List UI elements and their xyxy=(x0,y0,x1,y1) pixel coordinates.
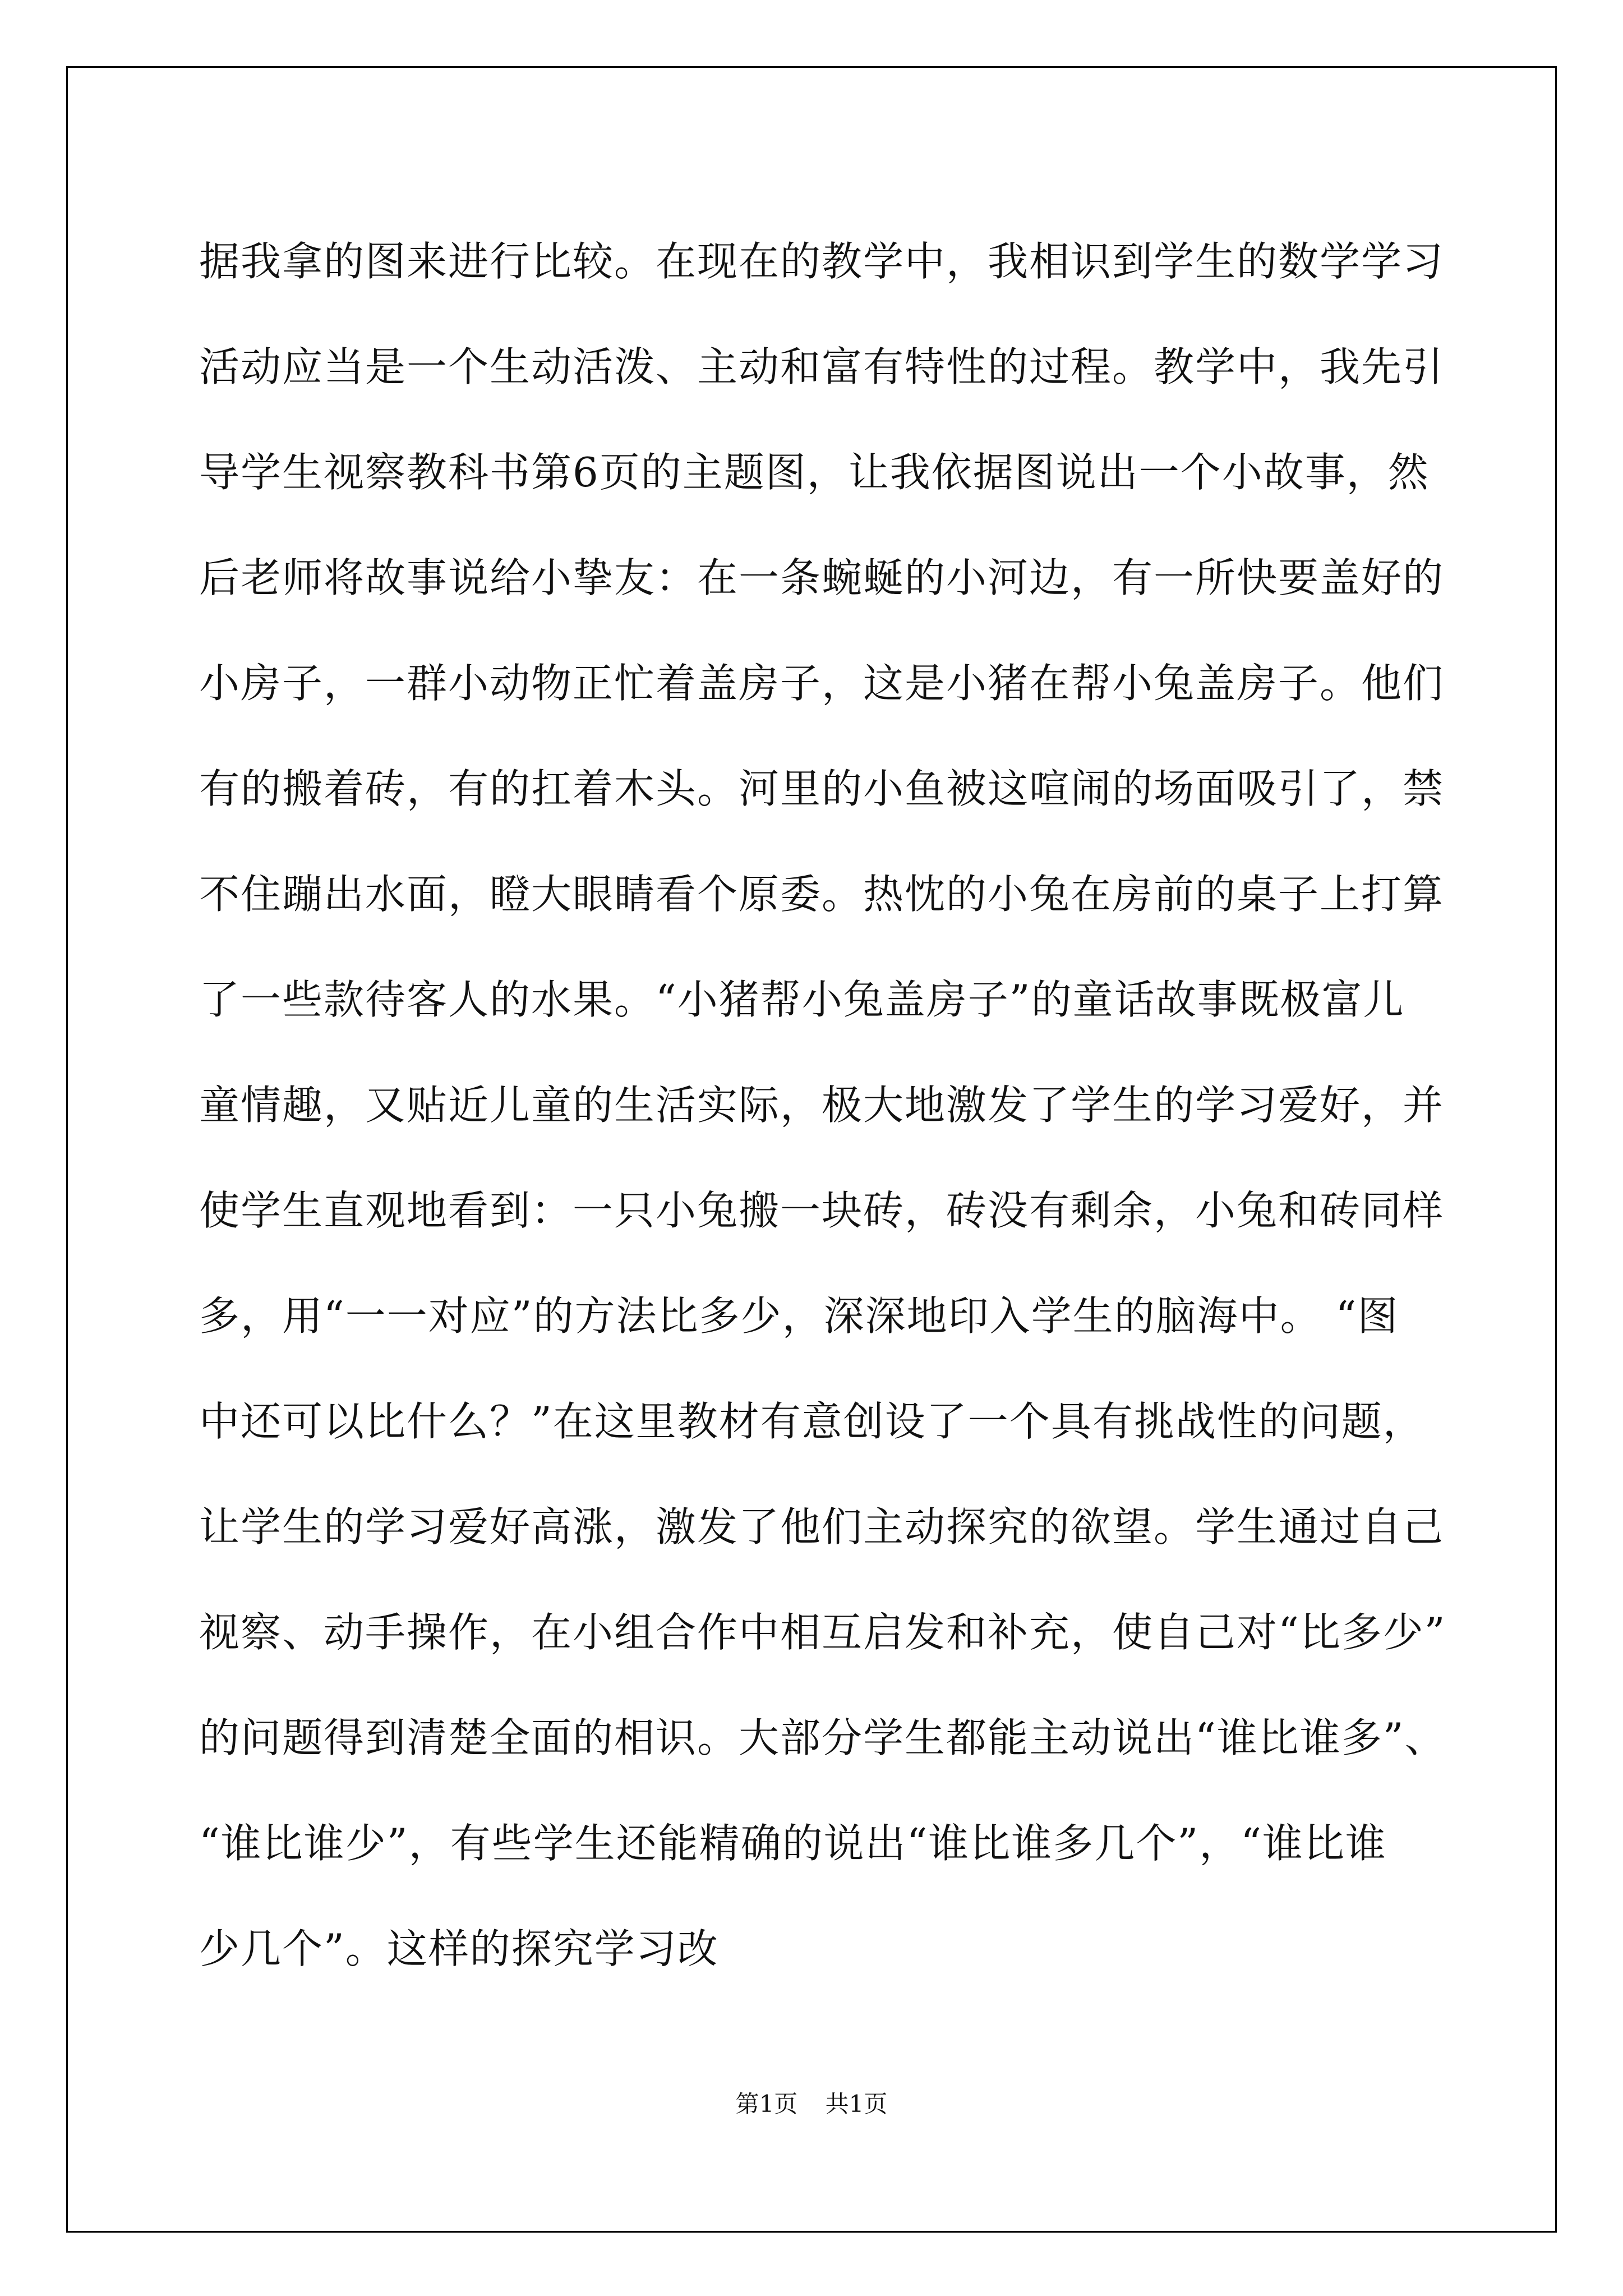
text-line: 后老师将故事说给小挚友：在一条蜿蜒的小河边，有一所快要盖好的 xyxy=(199,554,1445,601)
text-line: 不住蹦出水面，瞪大眼睛看个原委。热忱的小兔在房前的桌子上打算 xyxy=(199,871,1445,918)
page-footer xyxy=(0,2086,1623,2119)
page-number-total: 共1页 xyxy=(825,2090,888,2118)
page-number-current: 第1页 xyxy=(735,2090,798,2118)
text-line: 童情趣，又贴近儿童的生活实际，极大地激发了学生的学习爱好，并 xyxy=(199,1082,1445,1129)
text-line: 多，用“一一对应”的方法比多少，深深地印入学生的脑海中。 “图 xyxy=(199,1292,1399,1340)
text-line: 使学生直观地看到：一只小兔搬一块砖，砖没有剩余，小兔和砖同样 xyxy=(199,1187,1445,1234)
text-line: 导学生视察教科书第6页的主题图，让我依据图说出一个小故事，然 xyxy=(199,449,1430,496)
text-line: 了一些款待客人的水果。“小猪帮小兔盖房子”的童话故事既极富儿 xyxy=(199,976,1405,1023)
text-line: 有的搬着砖，有的扛着木头。河里的小鱼被这喧闹的场面吸引了，禁 xyxy=(199,765,1445,812)
text-line: “谁比谁少”，有些学生还能精确的说出“谁比谁多几个”，“谁比谁 xyxy=(199,1820,1387,1867)
text-line: 据我拿的图来进行比较。在现在的教学中，我相识到学生的数学学习 xyxy=(199,238,1445,285)
text-line: 的问题得到清楚全面的相识。大部分学生都能主动说出“谁比谁多”、 xyxy=(199,1714,1446,1761)
text-line: 视察、动手操作，在小组合作中相互启发和补充，使自己对“比多少” xyxy=(199,1609,1446,1656)
text-line: 小房子，一群小动物正忙着盖房子，这是小猪在帮小兔盖房子。他们 xyxy=(199,660,1445,707)
text-line: 中还可以比什么？”在这里教材有意创设了一个具有挑战性的问题， xyxy=(199,1398,1424,1445)
text-line: 让学生的学习爱好高涨，激发了他们主动探究的欲望。学生通过自己 xyxy=(199,1503,1445,1550)
document-body xyxy=(199,209,1455,2001)
text-line: 活动应当是一个生动活泼、主动和富有特性的过程。教学中，我先引 xyxy=(199,343,1445,390)
text-line: 少几个”。这样的探究学习改 xyxy=(199,1925,719,1972)
